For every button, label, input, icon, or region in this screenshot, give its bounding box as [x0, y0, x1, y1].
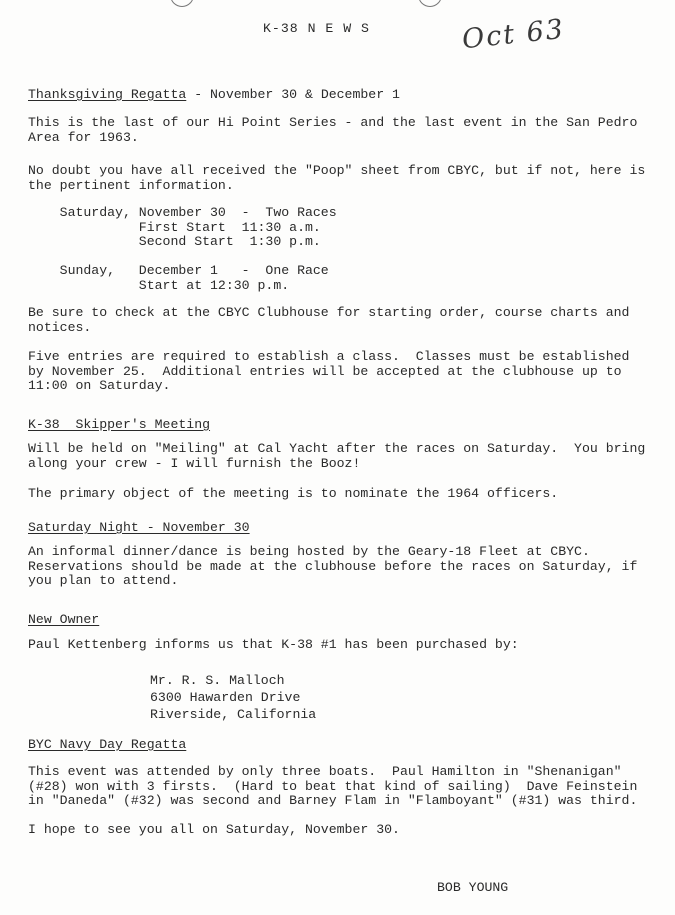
schedule-line: Start at 12:30 p.m.: [28, 277, 290, 293]
saturday-night-heading-line: [28, 521, 648, 536]
navy-day-heading-line: [28, 738, 648, 753]
handwritten-date-note: Oct 63: [460, 13, 567, 56]
text-line: (#28) won with 3 firsts. (Hard to beat that kind of sailing) Dave Feinstein: [28, 778, 638, 794]
signature: BOB YOUNG: [437, 880, 509, 895]
skippers-meeting-heading-line: [28, 418, 648, 433]
schedule-line: Sunday, December 1 - One Race: [28, 263, 329, 279]
thanksgiving-heading-line: [28, 88, 648, 103]
text-line: Be sure to check at the CBYC Clubhouse for starting order, course charts and: [28, 305, 630, 320]
race-schedule: [28, 206, 648, 294]
address-line: Riverside, California: [150, 707, 317, 722]
new-owner-heading: New Owner: [28, 612, 100, 627]
text-line: No doubt you have all received the "Poop" sheet from CBYC, but if not, here is: [28, 163, 646, 178]
schedule-line: First Start 11:30 a.m.: [28, 219, 321, 235]
address-line: Mr. R. S. Malloch: [150, 673, 285, 688]
text-line: 11:00 on Saturday.: [28, 378, 171, 394]
text-line: The primary object of the meeting is to nominate the 1964 officers.: [28, 486, 559, 501]
text-line: you plan to attend.: [28, 573, 179, 589]
saturday-night-heading: Saturday Night - November 30: [28, 520, 250, 535]
new-owner-paragraph: [28, 638, 648, 653]
text-line: notices.: [28, 319, 92, 335]
schedule-line: Second Start 1:30 p.m.: [28, 234, 321, 250]
navy-day-paragraph-1: [28, 765, 648, 809]
schedule-line: [28, 250, 648, 265]
thanksgiving-paragraph-3: [28, 306, 648, 335]
newsletter-title: K-38 N E W S: [263, 21, 370, 36]
address-line: 6300 Hawarden Drive: [150, 690, 301, 705]
navy-day-paragraph-2: [28, 823, 648, 838]
text-line: This is the last of our Hi Point Series - and the last event in the San Pedro: [28, 115, 638, 130]
text-line: along your crew - I will furnish the Booz!: [28, 455, 361, 471]
text-line: Five entries are required to establish a class. Classes must be established: [28, 349, 630, 364]
binder-mark-left: [170, 0, 194, 7]
new-owner-heading-line: [28, 613, 648, 628]
schedule-line: Saturday, November 30 - Two Races: [28, 205, 337, 220]
text-line: Paul Kettenberg informs us that K-38 #1 has been purchased by:: [28, 637, 519, 652]
thanksgiving-paragraph-2: [28, 164, 648, 193]
navy-day-heading: BYC Navy Day Regatta: [28, 737, 187, 752]
text-line: Will be held on "Meiling" at Cal Yacht after the races on Saturday. You bring: [28, 441, 646, 456]
saturday-night-paragraph: [28, 545, 648, 589]
text-line: Reservations should be made at the clubhouse before the races on Saturday, if: [28, 558, 638, 574]
skippers-meeting-paragraph-2: [28, 487, 648, 502]
thanksgiving-paragraph-1: [28, 116, 648, 145]
thanksgiving-paragraph-4: [28, 350, 648, 394]
text-line: in "Daneda" (#32) was second and Barney Flam in "Flamboyant" (#31) was third.: [28, 793, 638, 809]
skippers-meeting-paragraph-1: [28, 442, 648, 471]
text-line: the pertinent information.: [28, 177, 234, 193]
skippers-meeting-heading: K-38 Skipper's Meeting: [28, 417, 211, 432]
thanksgiving-heading: Thanksgiving Regatta: [28, 87, 187, 102]
text-line: by November 25. Additional entries will be accepted at the clubhouse up to: [28, 363, 622, 379]
text-line: Area for 1963.: [28, 129, 139, 145]
binder-mark-right: [418, 0, 442, 7]
text-line: I hope to see you all on Saturday, November 30.: [28, 822, 400, 837]
owner-address: [150, 672, 550, 723]
text-line: This event was attended by only three boats. Paul Hamilton in "Shenanigan": [28, 764, 622, 779]
text-line: An informal dinner/dance is being hosted by the Geary-18 Fleet at CBYC.: [28, 544, 590, 559]
thanksgiving-dates: - November 30 & December 1: [186, 87, 400, 102]
